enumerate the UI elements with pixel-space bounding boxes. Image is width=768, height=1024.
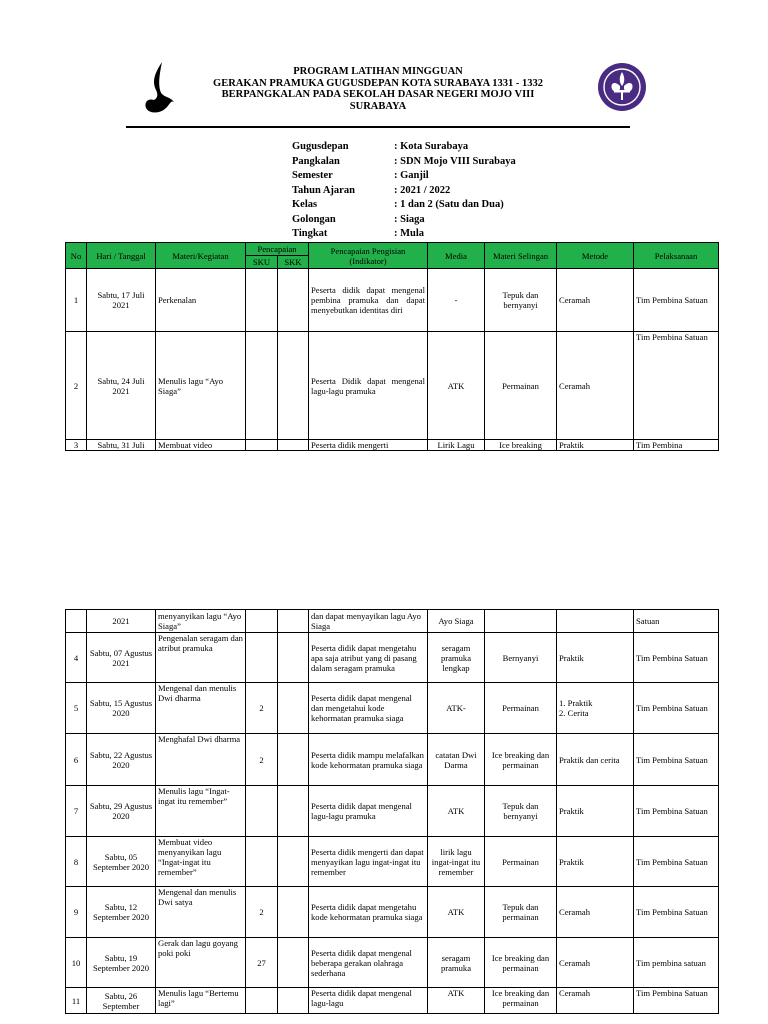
cell-materi: Mengenal dan menulis Dwi dharma <box>156 683 246 734</box>
cell-indikator: Peserta didik dapat mengenal dan mengetahui kode kehormatan pramuka siaga <box>309 683 428 734</box>
cell-sku: 27 <box>246 938 278 988</box>
cell-no: 1 <box>66 269 87 332</box>
info-row <box>292 213 516 228</box>
cell-no: 6 <box>66 734 87 786</box>
cell-media: seragam pramuka <box>428 938 485 988</box>
title-divider <box>126 126 630 128</box>
table-row <box>66 988 719 1014</box>
info-label: Tahun Ajaran <box>292 184 355 196</box>
cell-sku <box>246 988 278 1014</box>
table-row <box>66 887 719 938</box>
cell-pelaksanaan: Tim Pembina Satuan <box>634 887 719 938</box>
cell-media: catatan Dwi Darma <box>428 734 485 786</box>
cell-media: seragam pramuka lengkap <box>428 633 485 683</box>
cell-sku <box>246 440 278 451</box>
table-row <box>66 786 719 837</box>
table-row <box>66 610 719 633</box>
cell-skk <box>278 734 309 786</box>
info-label: Gugusdepan <box>292 141 349 152</box>
info-block <box>292 140 516 242</box>
cell-selingan: Permainan <box>485 332 557 440</box>
cell-sku: 2 <box>246 887 278 938</box>
cell-media: - <box>428 269 485 332</box>
cell-tanggal: Sabtu, 17 Juli 2021 <box>87 269 156 332</box>
cell-skk <box>278 633 309 683</box>
cell-indikator: Peserta didik dapat mengetahu kode kehormatan pramuka siaga <box>309 887 428 938</box>
col-header-no: No <box>66 243 87 269</box>
pramuka-tunas-kelapa-logo <box>140 60 176 116</box>
col-header-media: Media <box>428 243 485 269</box>
cell-tanggal: Sabtu, 05 September 2020 <box>87 837 156 887</box>
cell-indikator: Peserta didik dapat mengenal pembina pramuka dan dapat menyebutkan identitas diri <box>309 269 428 332</box>
cell-indikator: Peserta didik dapat mengenal lagu-lagu <box>309 988 428 1014</box>
cell-tanggal: Sabtu, 12 September 2020 <box>87 887 156 938</box>
col-header-skk: SKK <box>278 256 309 269</box>
cell-skk <box>278 610 309 633</box>
table-row <box>66 332 719 440</box>
cell-tanggal: Sabtu, 07 Agustus 2021 <box>87 633 156 683</box>
cell-selingan: Permainan <box>485 683 557 734</box>
cell-media: ATK- <box>428 683 485 734</box>
table-row <box>66 440 719 451</box>
cell-indikator: Peserta didik mengerti dan dapat menyayikan lagu ingat-ingat itu remember <box>309 837 428 887</box>
cell-materi: Pengenalan seragam dan atribut pramuka <box>156 633 246 683</box>
cell-pelaksanaan: Tim Pembina Satuan <box>634 269 719 332</box>
cell-metode: Ceramah <box>557 332 634 440</box>
cell-selingan: Tepuk dan bernyanyi <box>485 269 557 332</box>
cell-skk <box>278 786 309 837</box>
cell-tanggal: Sabtu, 19 September 2020 <box>87 938 156 988</box>
cell-metode: Praktik <box>557 786 634 837</box>
cell-selingan: Ice breaking <box>485 440 557 451</box>
cell-pelaksanaan: Tim pembina satuan <box>634 938 719 988</box>
cell-indikator: Peserta didik dapat mengenal lagu-lagu pramuka <box>309 786 428 837</box>
cell-media: Lirik Lagu <box>428 440 485 451</box>
cell-no: 4 <box>66 633 87 683</box>
cell-skk <box>278 269 309 332</box>
cell-pelaksanaan: Tim Pembina Satuan <box>634 683 719 734</box>
cell-pelaksanaan: Tim Pembina Satuan <box>634 786 719 837</box>
cell-tanggal: Sabtu, 22 Agustus 2020 <box>87 734 156 786</box>
cell-metode: Ceramah <box>557 988 634 1014</box>
info-row <box>292 184 516 199</box>
col-header-tanggal: Hari / Tanggal <box>87 243 156 269</box>
cell-skk <box>278 938 309 988</box>
cell-materi: Membuat video <box>156 440 246 451</box>
table-row <box>66 633 719 683</box>
cell-metode: 1. Praktik 2. Cerita <box>557 683 634 734</box>
table-row <box>66 683 719 734</box>
info-value: : Mula <box>394 228 425 239</box>
cell-no: 11 <box>66 988 87 1014</box>
cell-metode: Ceramah <box>557 887 634 938</box>
cell-media: ATK <box>428 332 485 440</box>
cell-metode <box>557 610 634 633</box>
cell-metode: Praktik <box>557 633 634 683</box>
col-header-metode: Metode <box>557 243 634 269</box>
cell-materi: Menghafal Dwi dharma <box>156 734 246 786</box>
document-title: PROGRAM LATIHAN MINGGUAN GERAKAN PRAMUKA GUGUSDEPAN KOTA SURABAYA 1331 - 1332 BERPANGKALAN PADA SEKOLAH DASAR NEGERI MOJO VIII SURABAYA <box>213 66 543 112</box>
cell-sku <box>246 610 278 633</box>
cell-tanggal: Sabtu, 26 September <box>87 988 156 1014</box>
info-label: Semester <box>292 170 333 181</box>
info-row <box>292 155 516 170</box>
cell-selingan: Ice breaking dan permainan <box>485 734 557 786</box>
cell-skk <box>278 837 309 887</box>
cell-tanggal: Sabtu, 31 Juli <box>87 440 156 451</box>
cell-indikator: dan dapat menyayikan lagu Ayo Siaga <box>309 610 428 633</box>
cell-media: ATK <box>428 786 485 837</box>
cell-no: 7 <box>66 786 87 837</box>
cell-pelaksanaan: Tim Pembina Satuan <box>634 633 719 683</box>
cell-materi: Menulis lagu “Bertemu lagi” <box>156 988 246 1014</box>
info-value: : SDN Mojo VIII Surabaya <box>394 155 516 167</box>
cell-no: 3 <box>66 440 87 451</box>
col-header-materi: Materi/Kegiatan <box>156 243 246 269</box>
cell-pelaksanaan: Tim Pembina Satuan <box>634 332 719 440</box>
col-header-pencapaian: Pencapaian <box>246 243 309 256</box>
cell-skk <box>278 988 309 1014</box>
cell-skk <box>278 440 309 451</box>
info-value: : Ganjil <box>394 170 429 181</box>
cell-metode: Praktik dan cerita <box>557 734 634 786</box>
cell-indikator: Peserta didik mengerti <box>309 440 428 451</box>
cell-tanggal: Sabtu, 24 Juli 2021 <box>87 332 156 440</box>
cell-media: ATK <box>428 887 485 938</box>
cell-materi: Menulis lagu “Ayo Siaga” <box>156 332 246 440</box>
info-label: Golongan <box>292 213 336 225</box>
cell-sku <box>246 633 278 683</box>
cell-no: 2 <box>66 332 87 440</box>
info-label: Pangkalan <box>292 155 340 167</box>
table-row <box>66 269 719 332</box>
cell-metode: Praktik <box>557 440 634 451</box>
cell-pelaksanaan: Tim Pembina Satuan <box>634 988 719 1014</box>
cell-indikator: Peserta didik dapat mengetahu apa saja atribut yang di pasang dalam seragam pramuka <box>309 633 428 683</box>
cell-media: lirik lagu ingat-ingat itu remember <box>428 837 485 887</box>
cell-selingan: Tepuk dan permainan <box>485 887 557 938</box>
info-row <box>292 198 516 213</box>
cell-no <box>66 610 87 633</box>
cell-materi: Perkenalan <box>156 269 246 332</box>
info-row <box>292 140 516 155</box>
cell-materi: Gerak dan lagu goyang poki poki <box>156 938 246 988</box>
cell-indikator: Peserta didik dapat mengenal beberapa gerakan olahraga sederhana <box>309 938 428 988</box>
cell-metode: Ceramah <box>557 938 634 988</box>
info-value: : 1 dan 2 (Satu dan Dua) <box>394 199 504 210</box>
training-schedule-table-page-2 <box>65 609 719 1014</box>
cell-materi: menyanyikan lagu “Ayo Siaga” <box>156 610 246 633</box>
info-row <box>292 227 516 242</box>
cell-sku <box>246 332 278 440</box>
wosm-scout-emblem <box>597 62 647 112</box>
cell-pelaksanaan: Satuan <box>634 610 719 633</box>
cell-materi: Membuat video menyanyikan lagu “Ingat-ingat itu remember” <box>156 837 246 887</box>
cell-sku <box>246 269 278 332</box>
cell-selingan: Ice breaking dan permainan <box>485 938 557 988</box>
cell-no: 5 <box>66 683 87 734</box>
cell-materi: Menulis lagu “Ingat-ingat itu remember” <box>156 786 246 837</box>
info-label: Tingkat <box>292 228 328 239</box>
cell-skk <box>278 332 309 440</box>
cell-sku <box>246 786 278 837</box>
cell-selingan: Bernyanyi <box>485 633 557 683</box>
cell-tanggal: 2021 <box>87 610 156 633</box>
cell-selingan <box>485 610 557 633</box>
training-schedule-table-page-1 <box>65 242 719 451</box>
table-row <box>66 938 719 988</box>
cell-pelaksanaan: Tim Pembina Satuan <box>634 837 719 887</box>
cell-pelaksanaan: Tim Pembina Satuan <box>634 734 719 786</box>
col-header-pelaksanaan: Pelaksanaan <box>634 243 719 269</box>
info-value: : 2021 / 2022 <box>394 184 451 196</box>
cell-skk <box>278 683 309 734</box>
cell-sku: 2 <box>246 683 278 734</box>
col-header-indikator: Pencapaian Pengisian (Indikator) <box>309 243 428 269</box>
cell-media: Ayo Siaga <box>428 610 485 633</box>
info-label: Kelas <box>292 199 318 210</box>
col-header-sku: SKU <box>246 256 278 269</box>
cell-selingan: Tepuk dan bernyanyi <box>485 786 557 837</box>
cell-selingan: Permainan <box>485 837 557 887</box>
cell-skk <box>278 887 309 938</box>
info-value: : Siaga <box>394 213 425 225</box>
cell-sku: 2 <box>246 734 278 786</box>
cell-selingan: Ice breaking dan permainan <box>485 988 557 1014</box>
cell-metode: Ceramah <box>557 269 634 332</box>
cell-materi: Mengenal dan menulis Dwi satya <box>156 887 246 938</box>
cell-sku <box>246 837 278 887</box>
cell-no: 9 <box>66 887 87 938</box>
cell-no: 8 <box>66 837 87 887</box>
cell-indikator: Peserta didik mampu melafalkan kode kehormatan pramuka siaga <box>309 734 428 786</box>
cell-indikator: Peserta Didik dapat mengenal lagu-lagu pramuka <box>309 332 428 440</box>
cell-metode: Praktik <box>557 837 634 887</box>
table-row <box>66 734 719 786</box>
info-row <box>292 169 516 184</box>
table-row <box>66 837 719 887</box>
col-header-selingan: Materi Selingan <box>485 243 557 269</box>
cell-pelaksanaan: Tim Pembina <box>634 440 719 451</box>
cell-no: 10 <box>66 938 87 988</box>
cell-tanggal: Sabtu, 29 Agustus 2020 <box>87 786 156 837</box>
cell-media: ATK <box>428 988 485 1014</box>
info-value: : Kota Surabaya <box>394 141 469 152</box>
cell-tanggal: Sabtu, 15 Agustus 2020 <box>87 683 156 734</box>
